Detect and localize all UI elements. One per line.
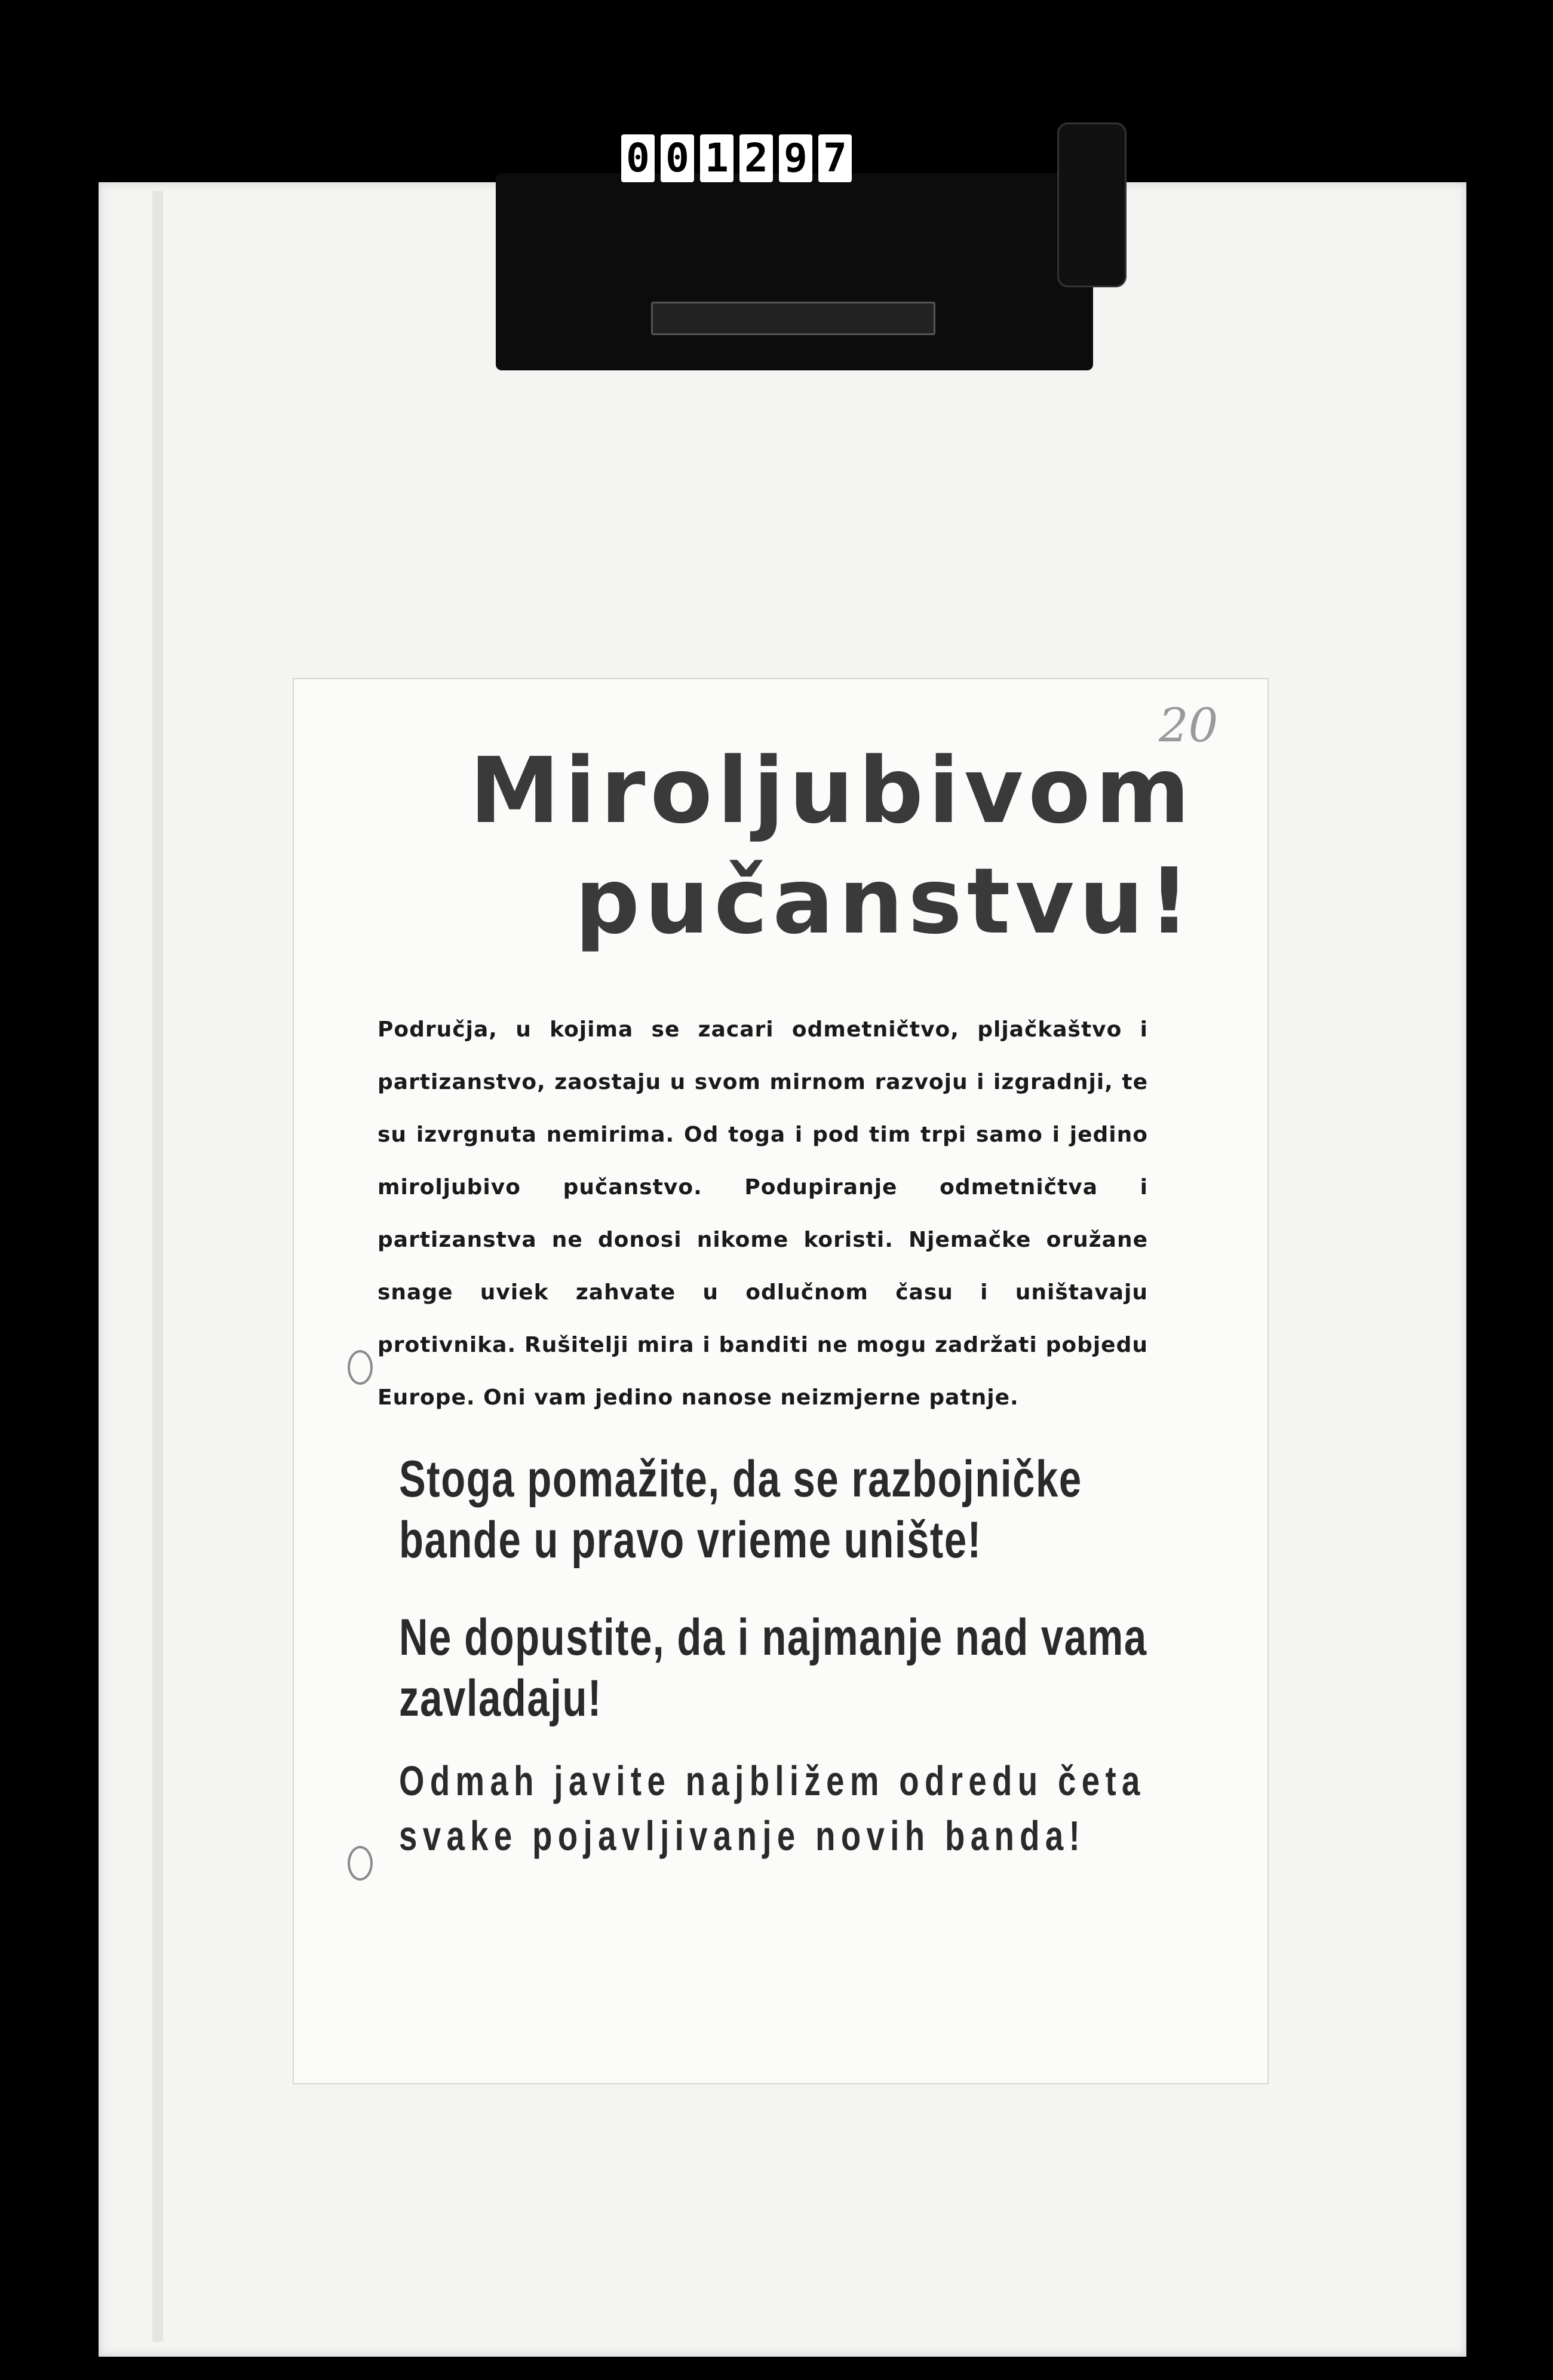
counter-digit: 7 <box>818 134 852 182</box>
punch-hole-mark <box>348 1350 373 1385</box>
poster-appeal-3: Odmah javite najbližem odredu četa svake pojavljivanje novih banda! <box>399 1758 1146 1859</box>
counter-knob <box>1057 122 1127 287</box>
counter-digit: 2 <box>739 134 773 182</box>
counter-label-plate <box>651 302 935 335</box>
punch-hole-mark <box>348 1846 373 1881</box>
archive-counter-device <box>496 173 1093 370</box>
poster-appeal-1: Stoga pomažite, da se razbojničke bande u pravo vrieme unište! <box>399 1450 1082 1569</box>
poster-body-text: Područja, u kojima se zacari odmetničtvo, pljačkaštvo i partizanstvo, zaostaju u svom mirnom razvoju i izgradnji, te su izvrgnuta nemirima. Od toga i pod tim trpi samo i jedino miroljubivo pučanstvo. Podupiranje odmetničtva i partizanstva ne donosi nikome koristi. Njemačke oružane snage uviek zahvate u odlučnom času i uništavaju protivnika. Rušitelji mira i banditi ne mogu zadržati pobjedu Europe. Oni vam jedino nanose neizmjerne patnje. <box>377 1017 1148 1410</box>
archive-counter-display <box>621 134 852 182</box>
poster-title-line2: pučanstvu! <box>575 848 1195 954</box>
counter-digit: 0 <box>661 134 694 182</box>
poster-title-line1: Miroljubivom <box>469 738 1195 844</box>
poster-appeal-2: Ne dopustite, da i najmanje nad vama zavladaju! <box>399 1609 1147 1727</box>
pencil-page-number: 20 <box>1159 699 1219 753</box>
counter-digit: 9 <box>779 134 812 182</box>
counter-digit: 0 <box>621 134 655 182</box>
page-fold-edge <box>152 191 163 2342</box>
counter-digit: 1 <box>700 134 733 182</box>
